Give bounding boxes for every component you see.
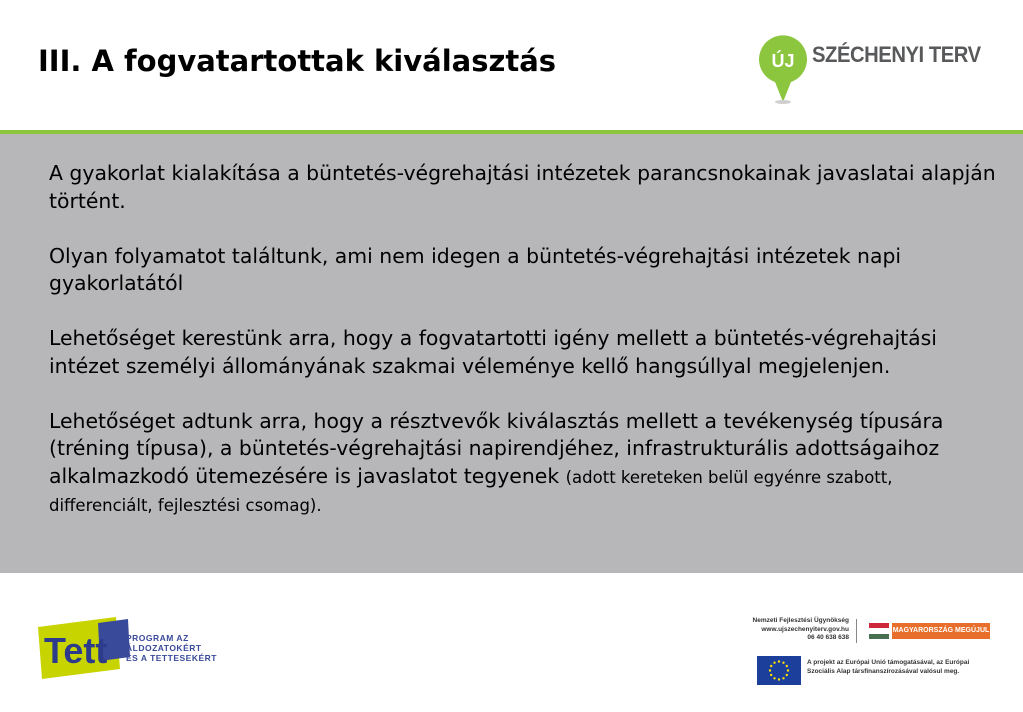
tett-subtitle-line: ÁLDOZATOKÉRT [126,643,202,653]
nfu-phone: 06 40 638 638 [807,634,849,641]
eu-funding-line: A projekt az Európai Unió támogatásával, az Európai [807,659,970,666]
eu-funding-line: Szociális Alap társfinanszírozásával valósul meg. [807,668,960,675]
paragraph-4-note: (adott kereteken belül egyénre szabott, differenciált, fejlesztési csomag). [49,467,893,515]
nfu-name: Nemzeti Fejlesztési Ügynökség [752,617,849,624]
tett-subtitle-line: ÉS A TETTESEKÉRT [126,653,217,663]
nfu-website: www.ujszechenyiterv.gov.hu [761,625,849,633]
body-text [49,160,999,547]
content-panel [0,134,1023,573]
paragraph-1: A gyakorlat kialakítása a büntetés-végrehajtási intézetek parancsnokainak javaslatai alapján történt. [49,161,996,213]
footer [0,573,1023,712]
logo-letters: ÚJ [771,51,795,71]
logo-divider [856,619,857,643]
eu-funding-text [807,658,969,676]
paragraph-4 [49,408,999,520]
paragraph-3: Lehetőséget kerestünk arra, hogy a fogvatartotti igény mellett a büntetés-végrehajtási intézet személyi állományának szakmai véleménye kellő hangsúllyal megjelenjen. [49,326,937,378]
eu-flag-icon [757,656,801,685]
partner-logos [740,617,995,697]
hungarian-flag-icon [869,623,889,639]
paragraph-2: Olyan folyamatot találtunk, ami nem idegen a büntetés-végrehajtási intézetek napi gyakorlatától [49,243,902,295]
page-title: III. A fogvatartottak kiválasztás [38,44,557,78]
magyarorszag-megujul-label: MAGYARORSZÁG MEGÚJUL [892,623,990,639]
logo-text: SZÉCHENYI TERV [812,42,981,67]
tett-subtitle [126,633,217,663]
nfu-info [753,617,849,643]
tett-logo-text: Tett [44,630,108,671]
paragraph-4-main: Lehetőséget adtunk arra, hogy a résztvevők kiválasztás mellett a tevékenység típusára (tréning típusa), a büntetés-végrehajtási napirendjéhez, infrastrukturális adottságaihoz alkalmazkodó ütemezésére is javaslatot tegyenek [49,408,944,488]
tett-subtitle-line: PROGRAM AZ [126,633,189,643]
